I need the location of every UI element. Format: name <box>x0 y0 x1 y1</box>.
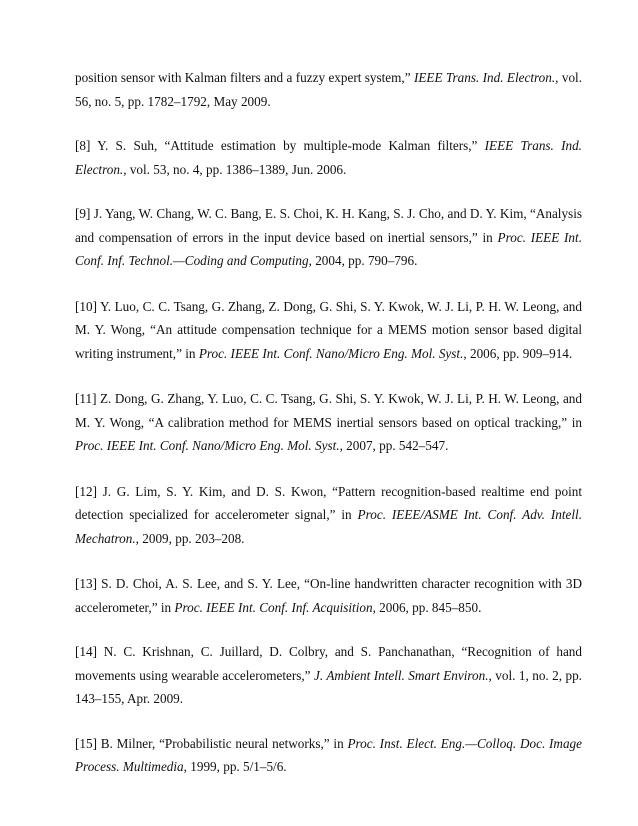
reference-text: [13] S. D. Choi, A. S. Lee, and S. Y. Lee, “On-line handwritten character recognition with 3D accelerometer,” in <box>75 576 582 615</box>
reference-item-13 <box>75 572 582 619</box>
reference-item-9 <box>75 202 582 273</box>
reference-journal: IEEE Trans. Ind. Electron. <box>413 70 556 85</box>
reference-journal: Proc. IEEE Int. Conf. Inf. Acquisition <box>174 599 373 615</box>
reference-text: , 2007, pp. 542–547. <box>339 438 449 453</box>
reference-item-8 <box>75 134 582 181</box>
reference-journal: Proc. Inst. Elect. Eng.—Colloq. Doc. Image Process. Multimedia <box>75 735 582 774</box>
reference-text: , 2006, pp. 909–914. <box>463 345 573 361</box>
reference-text: [11] Z. Dong, G. Zhang, Y. Luo, C. C. Tsang, G. Shi, S. Y. Kwok, W. J. Li, P. H. W. Leong, and M. Y. Wong, “A calibration method for MEMS inertial sensors based on optical tracking,” in <box>75 391 582 430</box>
reference-item-14 <box>75 640 582 711</box>
reference-text: , vol. 1, no. 2, pp. 143–155, Apr. 2009. <box>75 667 582 706</box>
reference-journal: Proc. IEEE Int. Conf. Nano/Micro Eng. Mol. Syst. <box>198 345 464 361</box>
reference-text: , 2009, pp. 203–208. <box>135 530 245 546</box>
reference-journal: Proc. IEEE/ASME Int. Conf. Adv. Intell. Mechatron. <box>75 507 583 546</box>
reference-journal: J. Ambient Intell. Smart Environ. <box>313 667 489 683</box>
reference-text: [9] J. Yang, W. Chang, W. C. Bang, E. S. Choi, K. H. Kang, S. J. Cho, and D. Y. Kim, “Analysis and compensation of errors in the input device based on inertial sensors,” in <box>75 206 582 245</box>
reference-text: [15] B. Milner, “Probabilistic neural networks,” in <box>75 735 348 751</box>
reference-journal: Proc. IEEE Int. Conf. Inf. Technol.—Coding and Computing <box>75 229 582 268</box>
reference-text: [8] Y. S. Suh, “Attitude estimation by multiple-mode Kalman filters,” <box>75 138 485 153</box>
reference-list <box>75 66 582 801</box>
reference-text: , 2004, pp. 790–796. <box>308 253 418 268</box>
reference-text: , 1999, pp. 5/1–5/6. <box>183 759 287 774</box>
reference-journal: Proc. IEEE Int. Conf. Nano/Micro Eng. Mol. Syst. <box>75 438 340 453</box>
reference-item-12 <box>75 480 582 551</box>
reference-item-7-continued <box>75 66 582 113</box>
reference-text: , vol. 53, no. 4, pp. 1386–1389, Jun. 2006. <box>123 161 347 177</box>
reference-text: [10] Y. Luo, C. C. Tsang, G. Zhang, Z. Dong, G. Shi, S. Y. Kwok, W. J. Li, P. H. W. Leong, and M. Y. Wong, “An attitude compensation technique for a MEMS motion sensor based digital writing instrument,” in <box>75 298 582 361</box>
reference-text: , vol. 56, no. 5, pp. 1782–1792, May 2009. <box>75 70 582 109</box>
reference-item-10 <box>75 295 582 366</box>
reference-text: [12] J. G. Lim, S. Y. Kim, and D. S. Kwon, “Pattern recognition-based realtime end point detection specialized for accelerometer signal,” in <box>75 483 582 522</box>
reference-item-15 <box>75 732 582 779</box>
reference-item-11 <box>75 387 582 458</box>
reference-text: , 2006, pp. 845–850. <box>372 599 482 615</box>
reference-journal: IEEE Trans. Ind. Electron. <box>75 138 582 177</box>
reference-text: [14] N. C. Krishnan, C. Juillard, D. Colbry, and S. Panchanathan, “Recognition of hand movements using wearable accelerometers,” <box>75 644 582 683</box>
reference-text: position sensor with Kalman filters and a fuzzy expert system,” <box>75 70 414 85</box>
